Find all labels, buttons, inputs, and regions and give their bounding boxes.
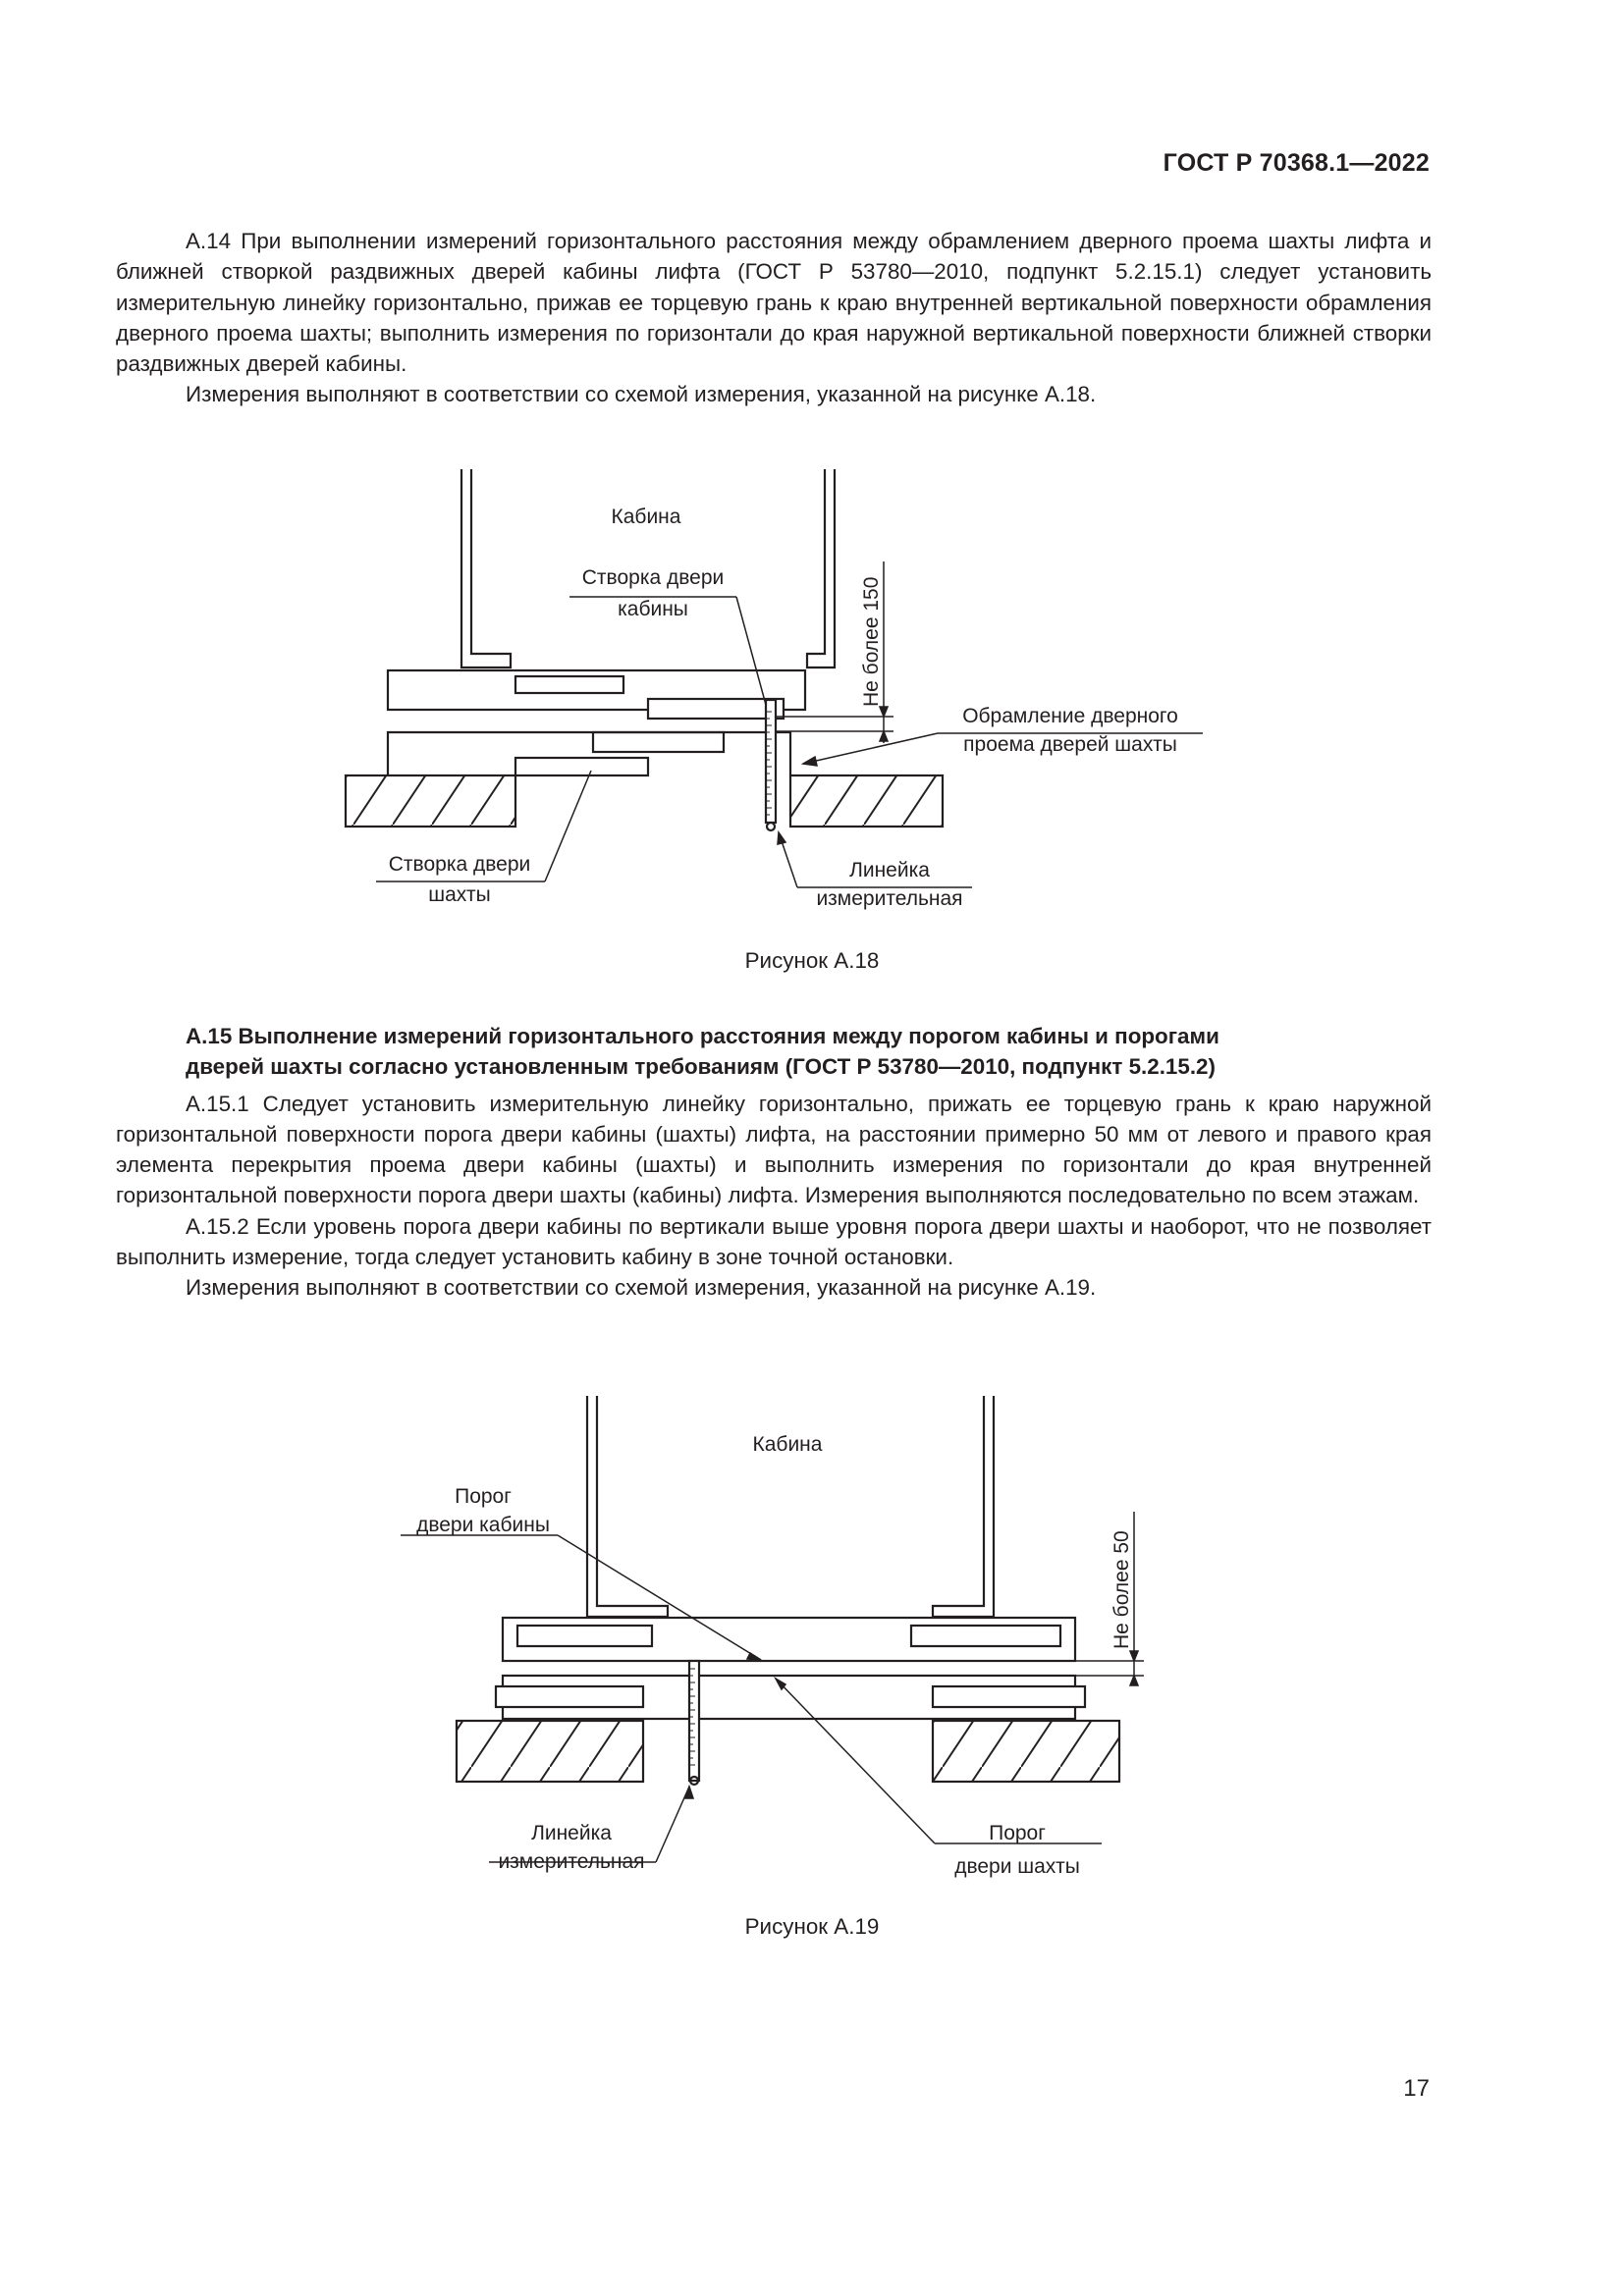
- floor-slab-left: [457, 1721, 643, 1782]
- shaft-door-label: Створка двери: [388, 853, 531, 876]
- floor-slab-left: [346, 775, 515, 827]
- paragraph: А.14 При выполнении измерений горизонтального расстояния между обрамлением дверного проема шахты лифта и ближней створкой раздвижных дверей кабины лифта (ГОСТ Р 53780—2010, подпункт 5.2.15.1) следует установить измерительную линейку горизонтально, прижав ее торцевую грань к краю внутренней вертикальной поверхности обрамления дверного проема шахты; выполнить измерения по горизонтали до края наружной вертикальной поверхности ближней створки раздвижных дверей кабины.: [116, 229, 1432, 377]
- cabin-sill: [503, 1618, 1075, 1661]
- shaft-frame-label: Обрамление дверного: [962, 705, 1178, 727]
- ruler-label: измерительная: [498, 1850, 645, 1873]
- section-heading: А.15 Выполнение измерений горизонтального расстояния между порогом кабины и порогами: [186, 1024, 1219, 1048]
- figure-a19-diagram: [393, 1374, 1198, 1885]
- cabin-label: Кабина: [752, 1433, 823, 1456]
- document-code: ГОСТ Р 70368.1—2022: [1163, 149, 1430, 177]
- shaft-sill: [388, 732, 790, 775]
- dimension-50: [1075, 1512, 1144, 1685]
- measuring-ruler: [689, 1661, 699, 1785]
- dimension-label: Не более 50: [1110, 1530, 1133, 1649]
- cabin-door-label: Створка двери: [581, 566, 725, 589]
- cabin-walls: [587, 1396, 994, 1617]
- cabin-door-label: кабины: [618, 598, 688, 620]
- section-a15-text: [116, 1021, 1432, 1304]
- shaft-door-label: шахты: [428, 883, 491, 906]
- shaft-sill: [496, 1676, 1085, 1719]
- cabin-sill-label: Порог: [455, 1485, 512, 1508]
- dimension-label: Не более 150: [860, 576, 883, 707]
- ruler-label: измерительная: [816, 887, 963, 910]
- ruler-label: Линейка: [531, 1822, 612, 1844]
- shaft-frame-label: проема дверей шахты: [963, 733, 1177, 756]
- paragraph: Измерения выполняют в соответствии со схемой измерения, указанной на рисунке А.19.: [186, 1275, 1097, 1301]
- measuring-ruler: [766, 700, 776, 830]
- section-heading: дверей шахты согласно установленным требованиям (ГОСТ Р 53780—2010, подпункт 5.2.15.2): [186, 1054, 1216, 1080]
- paragraph: А.15.2 Если уровень порога двери кабины по вертикали выше уровня порога двери шахты и наоборот, что не позволяет выполнить измерение, тогда следует установить кабину в зоне точной остановки.: [116, 1213, 1432, 1270]
- figure-a19-caption: Рисунок А.19: [744, 1914, 880, 1939]
- floor-slab-right: [933, 1721, 1119, 1782]
- paragraph: Измерения выполняют в соответствии со схемой измерения, указанной на рисунке А.18.: [186, 382, 1097, 407]
- shaft-sill-label: Порог: [989, 1822, 1046, 1844]
- paragraph: А.15.1 Следует установить измерительную линейку горизонтально, прижать ее торцевую грань к краю наружной горизонтальной поверхности порога двери кабины (шахты) лифта, на расстоянии примерно 50 мм от левого и правого края элемента перекрытия проема двери кабины (шахты) и выполнить измерения по горизонтали до края внутренней горизонтальной поверхности порога двери шахты (кабины) лифта. Измерения выполняются последовательно по всем этажам.: [116, 1091, 1432, 1208]
- figure-a18-caption: Рисунок А.18: [744, 948, 880, 973]
- cabin-label: Кабина: [611, 506, 681, 528]
- page-number: 17: [1403, 2075, 1430, 2102]
- shaft-sill-label: двери шахты: [954, 1855, 1080, 1878]
- cabin-sill-label: двери кабины: [416, 1514, 550, 1536]
- section-a14-text: [116, 226, 1432, 410]
- cabin-sill: [388, 670, 805, 719]
- ruler-label: Линейка: [849, 859, 930, 881]
- figure-a18-diagram: [334, 461, 1237, 913]
- floor-slab-right: [790, 775, 943, 827]
